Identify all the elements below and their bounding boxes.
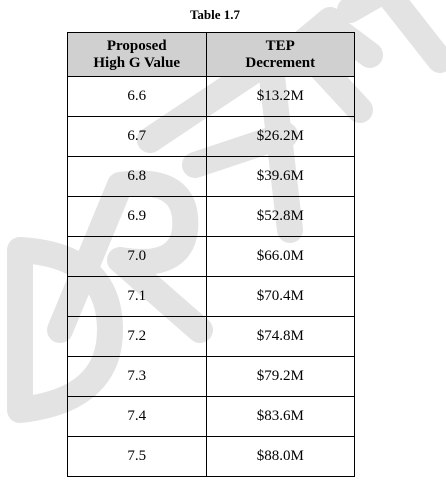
table-row (68, 237, 355, 277)
column-header-label: TEP (265, 37, 295, 54)
column-header-label: High G Value (93, 54, 181, 71)
g-value-cell: 6.6 (68, 77, 207, 117)
column-header-label: Decrement (245, 54, 316, 71)
tep-cell: $66.0M (206, 237, 355, 277)
column-header-label: Proposed (106, 37, 167, 54)
table-row (68, 157, 355, 197)
g-value-cell: 7.0 (68, 237, 207, 277)
column-header-g-value (68, 33, 207, 77)
tep-cell: $88.0M (206, 437, 355, 477)
table-row (68, 277, 355, 317)
table-row (68, 197, 355, 237)
table-row (68, 397, 355, 437)
tep-cell: $83.6M (206, 397, 355, 437)
g-value-cell: 7.2 (68, 317, 207, 357)
tep-cell: $70.4M (206, 277, 355, 317)
g-value-cell: 7.3 (68, 357, 207, 397)
tep-cell: $52.8M (206, 197, 355, 237)
table-row (68, 317, 355, 357)
g-value-cell: 6.9 (68, 197, 207, 237)
g-value-cell: 6.8 (68, 157, 207, 197)
table-row (68, 437, 355, 477)
tep-cell: $26.2M (206, 117, 355, 157)
g-value-cell: 7.5 (68, 437, 207, 477)
g-value-cell: 7.1 (68, 277, 207, 317)
tep-cell: $74.8M (206, 317, 355, 357)
column-header-tep (206, 33, 355, 77)
tep-cell: $39.6M (206, 157, 355, 197)
tep-cell: $13.2M (206, 77, 355, 117)
table-header-row (68, 33, 355, 77)
g-value-cell: 6.7 (68, 117, 207, 157)
table-row (68, 117, 355, 157)
g-value-cell: 7.4 (68, 397, 207, 437)
table-row (68, 77, 355, 117)
table-row (68, 357, 355, 397)
data-table (67, 32, 355, 477)
tep-cell: $79.2M (206, 357, 355, 397)
table-caption: Table 1.7 (189, 7, 241, 22)
